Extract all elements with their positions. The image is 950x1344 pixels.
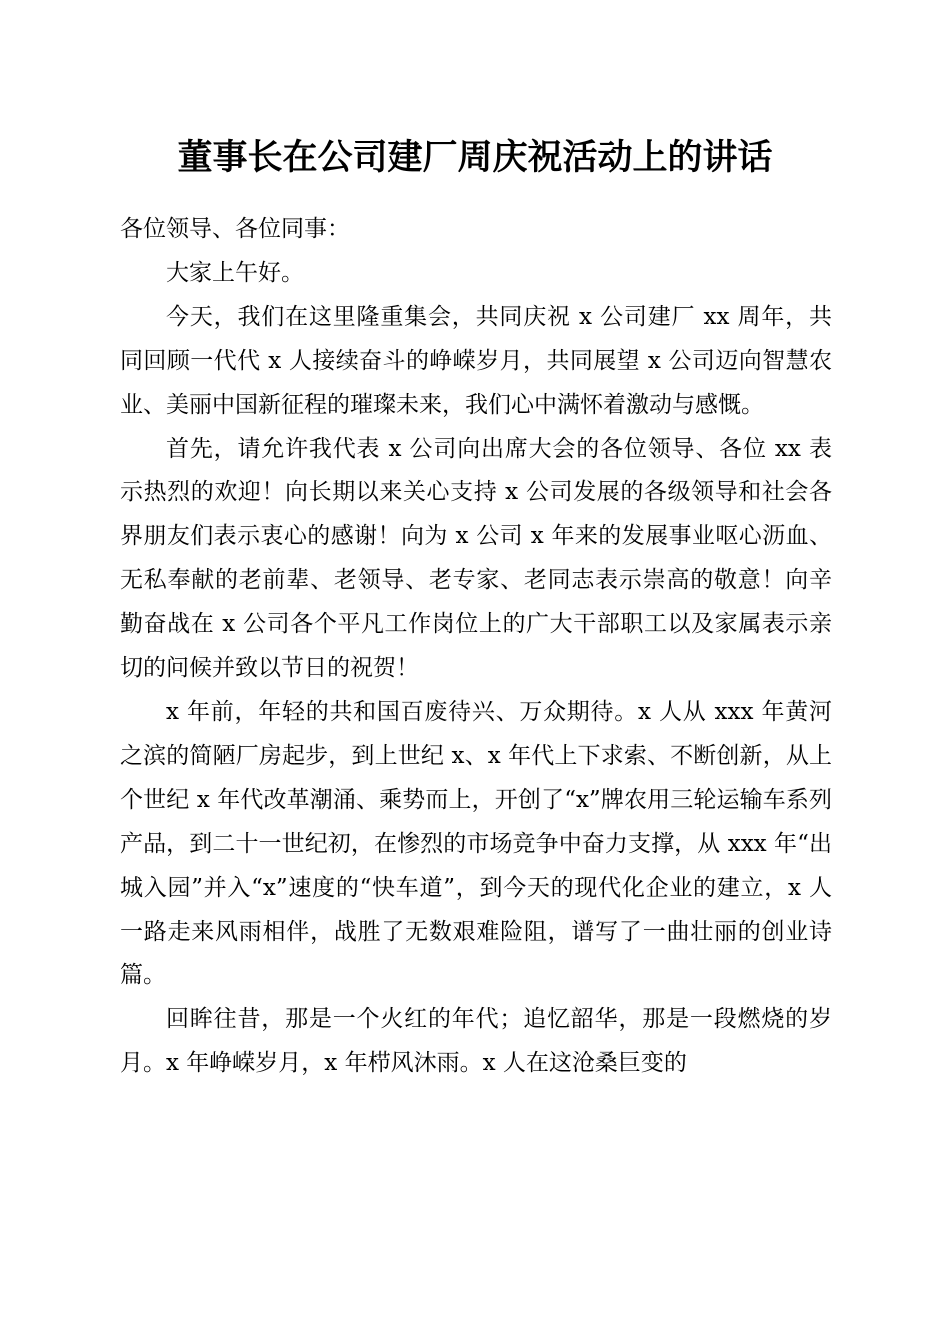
- document-body: [120, 208, 832, 1086]
- paragraph-thanks: 首先，请允许我代表 x 公司向出席大会的各位领导、各位 xx 表示热烈的欢迎！向长期以来关心支持 x 公司发展的各级领导和社会各界朋友们表示衷心的感谢！向为 x 公司 x 年来的发展事业呕心沥血、无私奉献的老前辈、老领导、老专家、老同志表示崇高的敬意！向辛勤奋战在 x 公司各个平凡工作岗位上的广大干部职工以及家属表示亲切的问候并致以节日的祝贺！: [120, 435, 832, 682]
- salutation: 各位领导、各位同事：: [120, 216, 350, 242]
- paragraph-opening: 今天，我们在这里隆重集会，共同庆祝 x 公司建厂 xx 周年，共同回顾一代代 x 人接续奋斗的峥嵘岁月，共同展望 x 公司迈向智慧农业、美丽中国新征程的璀璨未来，我们心中满怀着激动与感慨。: [120, 303, 832, 418]
- paragraph-reflection: 回眸往昔，那是一个火红的年代；追忆韶华，那是一段燃烧的岁月。x 年峥嵘岁月，x 年栉风沐雨。x 人在这沧桑巨变的: [120, 1006, 832, 1077]
- document-title: 董事长在公司建厂周庆祝活动上的讲话: [177, 137, 773, 178]
- paragraph-history: x 年前，年轻的共和国百废待兴、万众期待。x 人从 xxx 年黄河之滨的简陋厂房起步，到上世纪 x、x 年代上下求索、不断创新，从上个世纪 x 年代改革潮涌、乘势而上，开创了“x”牌农用三轮运输车系列产品，到二十一世纪初，在惨烈的市场竞争中奋力支撑，从 xxx 年“出城入园”并入“x”速度的“快车道”，到今天的现代化企业的建立，x 人一路走来风雨相伴，战胜了无数艰难险阻，谱写了一曲壮丽的创业诗篇。: [120, 698, 832, 989]
- paragraph-greeting: 大家上午好。: [166, 259, 304, 286]
